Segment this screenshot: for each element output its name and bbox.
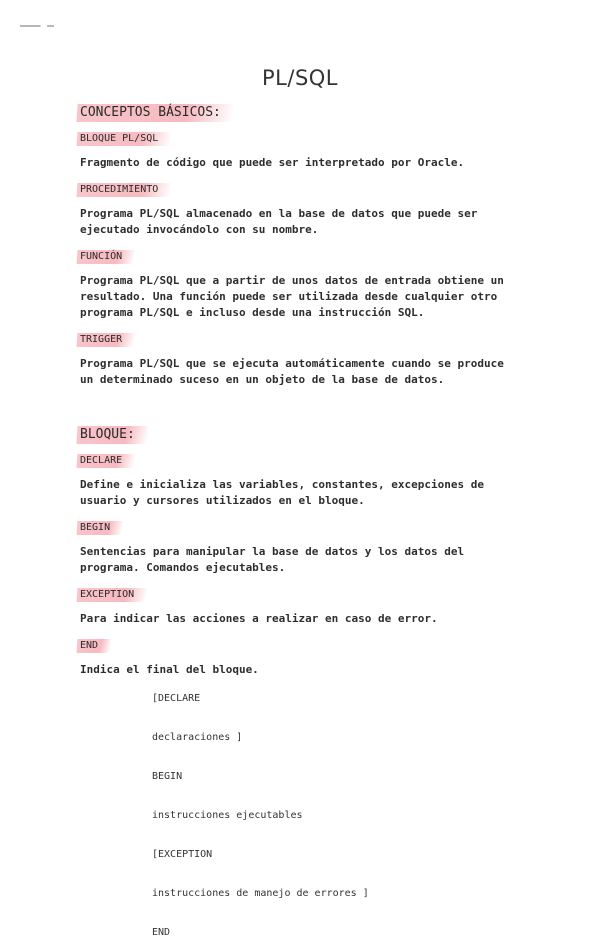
code-line: BEGIN <box>152 771 183 782</box>
term-label-declare: DECLARE <box>80 454 520 468</box>
document-body <box>80 104 520 678</box>
term-label-bloque-plsql: BLOQUE PL/SQL <box>80 132 520 146</box>
code-line: instrucciones ejecutables <box>152 810 303 821</box>
term-definition-funcion: Programa PL/SQL que a partir de unos datos de entrada obtiene un resultado. Una función puede ser utilizada desde cualquier otro programa PL/SQL e incluso desde una instrucción SQL. <box>80 274 504 319</box>
code-line: instrucciones de manejo de errores ] <box>152 888 369 899</box>
section-heading-conceptos: CONCEPTOS BÁSICOS: <box>80 104 520 122</box>
term-label-end: END <box>80 639 520 653</box>
code-line: [DECLARE <box>152 693 201 704</box>
code-block <box>152 666 369 952</box>
section-heading-bloque: BLOQUE: <box>80 426 520 444</box>
term-label-exception: EXCEPTION <box>80 588 520 602</box>
scan-mark <box>20 25 54 27</box>
term-definition-declare: Define e inicializa las variables, constantes, excepciones de usuario y cursores utilizados en el bloque. <box>80 478 484 507</box>
term-definition-begin: Sentencias para manipular la base de datos y los datos del programa. Comandos ejecutables. <box>80 545 465 574</box>
term-definition-end: Indica el final del bloque. <box>80 663 259 676</box>
code-line: [EXCEPTION <box>152 849 213 860</box>
term-label-funcion: FUNCIÓN <box>80 250 520 264</box>
term-definition-bloque-plsql: Fragmento de código que puede ser interpretado por Oracle. <box>80 156 465 169</box>
term-definition-trigger: Programa PL/SQL que se ejecuta automáticamente cuando se produce un determinado suceso en un objeto de la base de datos. <box>80 357 504 386</box>
term-definition-exception: Para indicar las acciones a realizar en caso de error. <box>80 612 438 625</box>
term-definition-procedimiento: Programa PL/SQL almacenado en la base de datos que puede ser ejecutado invocándolo con su nombre. <box>80 207 478 236</box>
page-title: PL/SQL <box>262 66 338 90</box>
term-label-begin: BEGIN <box>80 521 520 535</box>
term-label-trigger: TRIGGER <box>80 333 520 347</box>
code-line: declaraciones ] <box>152 732 243 743</box>
term-label-procedimiento: PROCEDIMIENTO <box>80 183 520 197</box>
code-line: END <box>152 927 171 938</box>
